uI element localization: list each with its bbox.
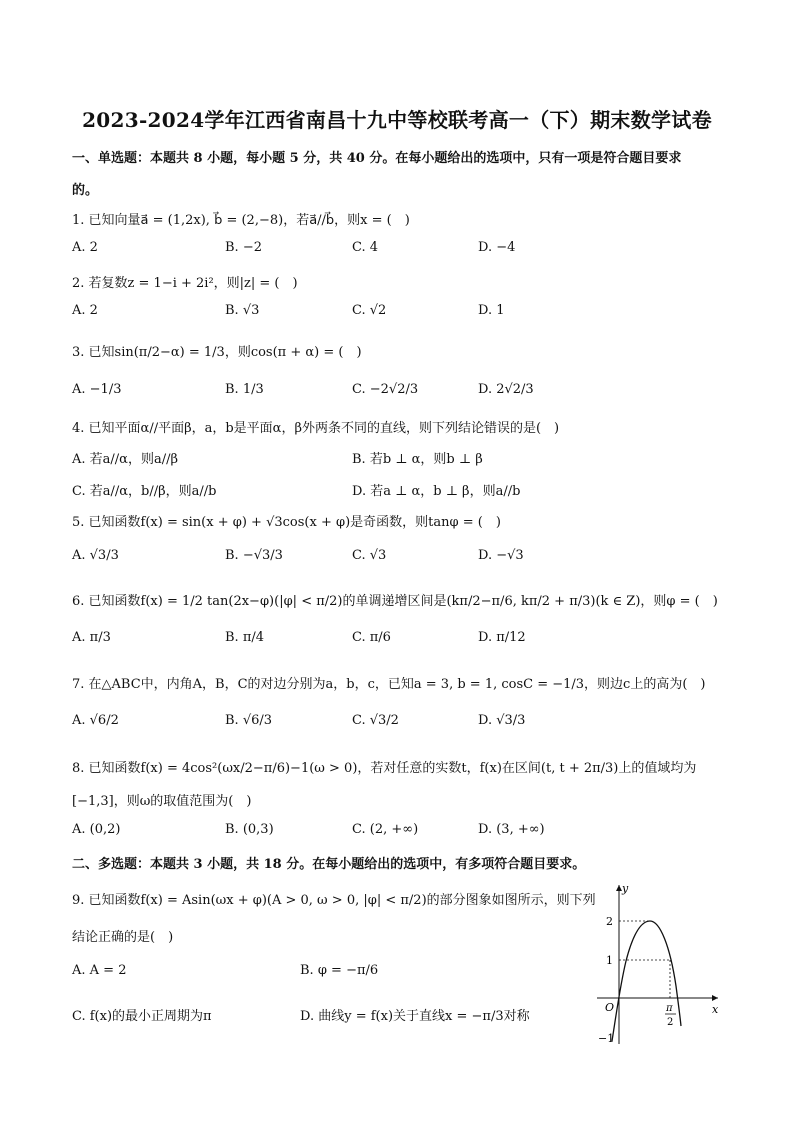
q4-option-d[interactable]: D. 若a ⊥ α，b ⊥ β，则a//b <box>352 484 521 499</box>
q6-option-c[interactable]: C. π/6 <box>352 630 391 645</box>
q7-stem: 7. 在△ABC中，内角A，B，C的对边分别为a，b，c，已知a = 3, b = 1, cosC = −1/3，则边c上的高为( ) <box>72 677 706 692</box>
q5-option-a[interactable]: A. √3/3 <box>72 548 119 563</box>
exam-title: 2023-2024学年江西省南昌十九中等校联考高一（下）期末数学试卷 <box>82 108 712 132</box>
q1-option-a[interactable]: A. 2 <box>72 240 98 255</box>
q2-option-d[interactable]: D. 1 <box>478 303 505 318</box>
q3-stem: 3. 已知sin(π/2−α) = 1/3，则cos(π + α) = ( ) <box>72 345 362 360</box>
q3-option-b[interactable]: B. 1/3 <box>225 382 264 397</box>
q9-option-a[interactable]: A. A = 2 <box>72 963 127 978</box>
q9-function-graph <box>592 876 732 1048</box>
tick-label-1: 1 <box>606 954 613 967</box>
q1-option-b[interactable]: B. −2 <box>225 240 262 255</box>
q5-stem: 5. 已知函数f(x) = sin(x + φ) + √3cos(x + φ)是奇函数，则tanφ = ( ) <box>72 515 501 530</box>
q6-option-a[interactable]: A. π/3 <box>72 630 111 645</box>
q9-stem-cont: 结论正确的是( ) <box>72 930 174 945</box>
section1-heading-cont: 的。 <box>72 183 99 198</box>
q2-stem: 2. 若复数z = 1−i + 2i²，则|z| = ( ) <box>72 276 298 291</box>
q3-option-a[interactable]: A. −1/3 <box>72 382 122 397</box>
q2-option-b[interactable]: B. √3 <box>225 303 260 318</box>
q7-option-a[interactable]: A. √6/2 <box>72 713 119 728</box>
q5-option-d[interactable]: D. −√3 <box>478 548 524 563</box>
q5-option-b[interactable]: B. −√3/3 <box>225 548 283 563</box>
q9-option-b[interactable]: B. φ = −π/6 <box>300 963 379 978</box>
q9-stem: 9. 已知函数f(x) = Asin(ωx + φ)(A > 0, ω > 0, |φ| < π/2)的部分图象如图所示，则下列 <box>72 893 596 908</box>
q7-option-d[interactable]: D. √3/3 <box>478 713 526 728</box>
q2-option-a[interactable]: A. 2 <box>72 303 98 318</box>
q4-option-a[interactable]: A. 若a//α，则a//β <box>72 452 178 467</box>
q9-option-c[interactable]: C. f(x)的最小正周期为π <box>72 1009 212 1024</box>
q8-option-c[interactable]: C. (2, +∞) <box>352 822 419 837</box>
origin-label: O <box>605 1001 615 1014</box>
q5-option-c[interactable]: C. √3 <box>352 548 387 563</box>
q6-option-b[interactable]: B. π/4 <box>225 630 265 645</box>
section2-heading: 二、多选题：本题共 3 小题，共 18 分。在每小题给出的选项中，有多项符合题目要求。 <box>72 857 586 872</box>
q8-stem: 8. 已知函数f(x) = 4cos²(ωx/2−π/6)−1(ω > 0)，若对任意的实数t，f(x)在区间(t, t + 2π/3)上的值域均为 <box>72 761 697 776</box>
y-axis-label: y <box>622 882 629 895</box>
q1-option-c[interactable]: C. 4 <box>352 240 379 255</box>
q8-option-a[interactable]: A. (0,2) <box>72 822 121 837</box>
q3-option-d[interactable]: D. 2√2/3 <box>478 382 534 397</box>
tick-label-pi: π <box>666 1003 673 1014</box>
x-axis-label: x <box>712 1003 719 1016</box>
tick-label-pi-den: 2 <box>667 1017 674 1028</box>
q2-option-c[interactable]: C. √2 <box>352 303 387 318</box>
tick-label-neg1: −1 <box>598 1032 615 1045</box>
q4-option-c[interactable]: C. 若a//α，b//β，则a//b <box>72 484 217 499</box>
q8-stem-cont: [−1,3]，则ω的取值范围为( ) <box>72 794 252 809</box>
tick-label-2: 2 <box>606 915 613 928</box>
q3-option-c[interactable]: C. −2√2/3 <box>352 382 419 397</box>
q4-stem: 4. 已知平面α//平面β，a，b是平面α，β外两条不同的直线，则下列结论错误的是( ) <box>72 421 560 436</box>
q8-option-d[interactable]: D. (3, +∞) <box>478 822 545 837</box>
q6-option-d[interactable]: D. π/12 <box>478 630 526 645</box>
q7-option-c[interactable]: C. √3/2 <box>352 713 399 728</box>
q6-stem: 6. 已知函数f(x) = 1/2 tan(2x−φ)(|φ| < π/2)的单调递增区间是(kπ/2−π/6, kπ/2 + π/3)(k ∈ Z)，则φ = ( ) <box>72 594 718 609</box>
q7-option-b[interactable]: B. √6/3 <box>225 713 273 728</box>
q9-option-d[interactable]: D. 曲线y = f(x)关于直线x = −π/3对称 <box>300 1009 530 1024</box>
q8-option-b[interactable]: B. (0,3) <box>225 822 274 837</box>
q1-option-d[interactable]: D. −4 <box>478 240 516 255</box>
q1-stem: 1. 已知向量a⃗ = (1,2x), b⃗ = (2,−8)，若a⃗//b⃗，则x = ( ) <box>72 213 410 228</box>
section1-heading: 一、单选题：本题共 8 小题，每小题 5 分，共 40 分。在每小题给出的选项中，只有一项是符合题目要求 <box>72 151 682 166</box>
q4-option-b[interactable]: B. 若b ⊥ α，则b ⊥ β <box>352 452 483 467</box>
